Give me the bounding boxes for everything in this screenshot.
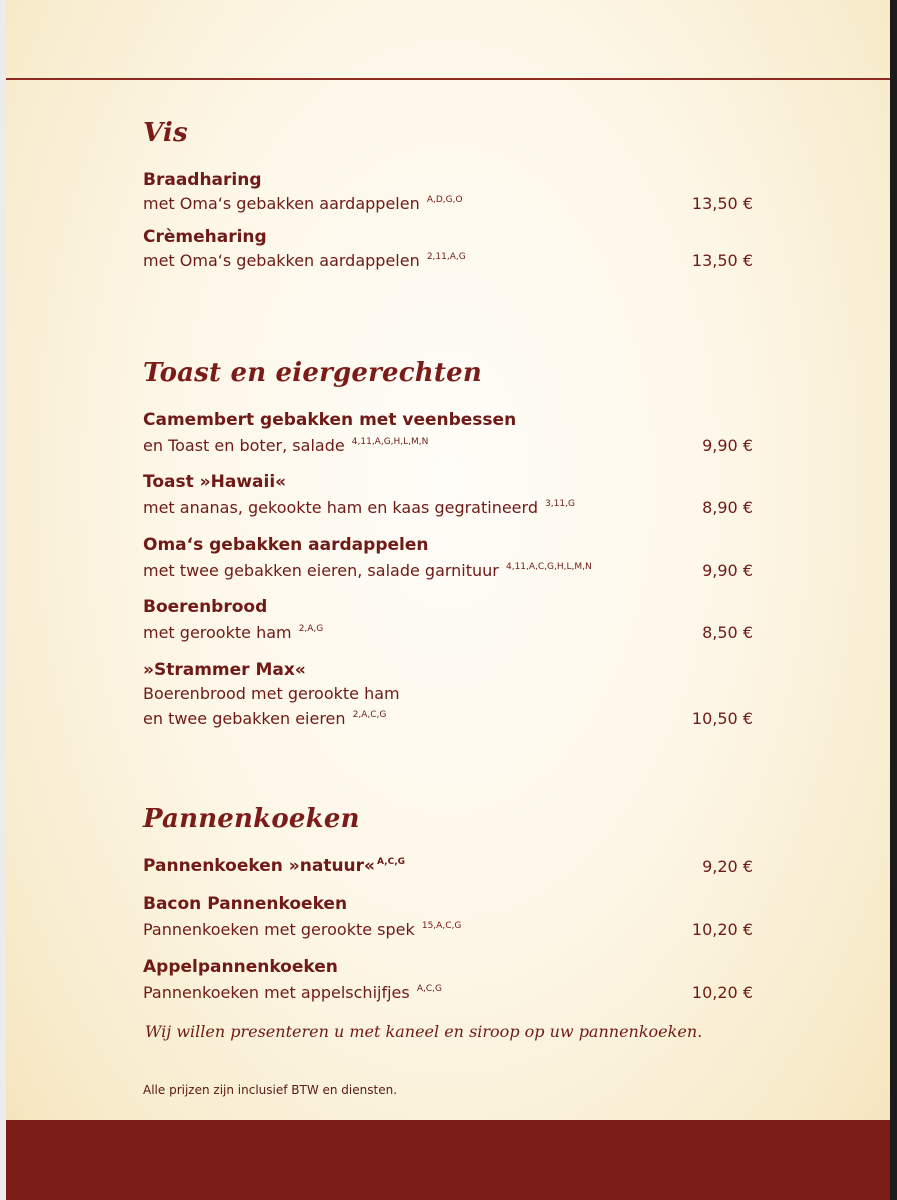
right-edge (890, 0, 897, 1200)
item-name: Braadharing (143, 170, 262, 190)
item-description: en Toast en boter, salade $^{4,11,A,G,H,L,M,N}$ (143, 436, 429, 455)
item-price: 13,50 € (691, 251, 753, 270)
allergen-codes: 15,A,C,G (421, 921, 462, 931)
footer-band (6, 1120, 890, 1200)
item-description: met Oma‘s gebakken aardappelen $^{A,D,G,O}$ (143, 194, 463, 213)
menu-page (6, 0, 890, 1200)
item-price: 10,50 € (691, 709, 753, 728)
price-footnote: Alle prijzen zijn inclusief BTW en diensten. (143, 1083, 398, 1097)
item-name: Appelpannenkoeken (143, 957, 338, 977)
item-name: Camembert gebakken met veenbessen (143, 410, 517, 430)
allergen-codes: 2,A,G (298, 624, 324, 634)
item-description: met twee gebakken eieren, salade garnituur $^{4,11,A,C,G,H,L,M,N}$ (143, 561, 592, 580)
allergen-codes: 2,A,C,G (352, 710, 387, 720)
item-price: 10,20 € (691, 920, 753, 939)
item-price: 10,20 € (691, 983, 753, 1002)
item-description: Boerenbrood met gerookte ham (143, 684, 400, 703)
item-name: Crèmeharing (143, 227, 267, 247)
allergen-codes: 3,11,G (545, 499, 575, 509)
item-price: 13,50 € (691, 194, 753, 213)
pancake-note: Wij willen presenteren u met kaneel en siroop op uw pannenkoeken. (145, 1022, 703, 1041)
section-title-vis: Vis (143, 118, 188, 148)
item-name: »Strammer Max« (143, 660, 306, 680)
allergen-codes: A,C,G (416, 984, 442, 994)
item-name: Bacon Pannenkoeken (143, 894, 348, 914)
allergen-codes: 2,11,A,G (426, 252, 466, 262)
top-divider (6, 78, 890, 80)
item-name: Oma‘s gebakken aardappelen (143, 535, 429, 555)
section-title-toast: Toast en eiergerechten (143, 358, 482, 388)
allergen-codes: A,C,G (377, 857, 405, 867)
item-price: 9,90 € (702, 436, 753, 455)
item-description: met Oma‘s gebakken aardappelen $^{2,11,A,G}$ (143, 251, 466, 270)
allergen-codes: 4,11,A,C,G,H,L,M,N (505, 562, 592, 572)
item-name: Pannenkoeken »natuur« $^{A,C,G}$ (143, 856, 405, 876)
item-price: 9,90 € (702, 561, 753, 580)
section-title-pannenkoeken: Pannenkoeken (143, 804, 360, 834)
item-name: Boerenbrood (143, 597, 268, 617)
allergen-codes: A,D,G,O (426, 195, 463, 205)
item-description: Pannenkoeken met appelschijfjes $^{A,C,G}$ (143, 983, 442, 1002)
item-description: met ananas, gekookte ham en kaas gegratineerd $^{3,11,G}$ (143, 498, 575, 517)
item-price: 8,50 € (702, 623, 753, 642)
item-price: 9,20 € (702, 857, 753, 876)
item-description-line2: en twee gebakken eieren $^{2,A,C,G}$ (143, 709, 387, 728)
item-name: Toast »Hawaii« (143, 472, 287, 492)
allergen-codes: 4,11,A,G,H,L,M,N (351, 437, 429, 447)
item-price: 8,90 € (702, 498, 753, 517)
item-description: met gerookte ham $^{2,A,G}$ (143, 623, 324, 642)
item-description: Pannenkoeken met gerookte spek $^{15,A,C,G}$ (143, 920, 462, 939)
